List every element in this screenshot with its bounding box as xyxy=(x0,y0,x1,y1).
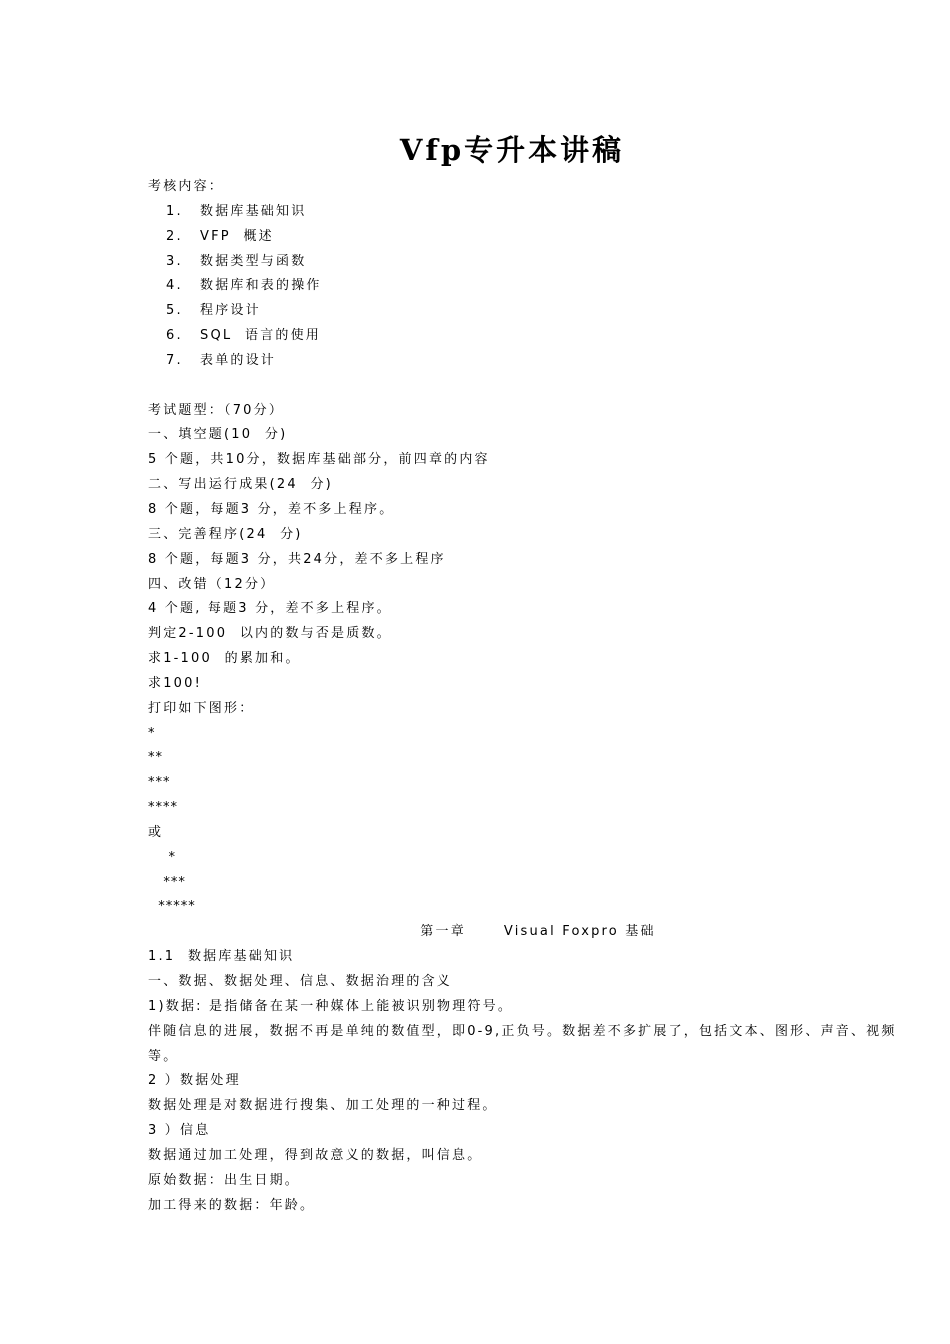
paragraph: 伴随信息的进展，数据不再是单纯的数值型，即0-9,正负号。数据差不多扩展了，包括文本、图形、声音、视频等。 xyxy=(148,1023,897,1064)
exam-line: 判定2-100 以内的数与否是质数。 xyxy=(148,626,392,642)
exam-line: 考试题型：（70分） xyxy=(148,402,285,418)
exam-line: 5 个题，共10分，数据库基础部分，前四章的内容 xyxy=(148,452,490,468)
exam-line: 四、改错（12分） xyxy=(148,576,276,592)
exam-line: 8 个题，每题3 分，共24分，差不多上程序 xyxy=(148,551,446,567)
toc-item: 2. VFP 概述 xyxy=(166,228,274,244)
document-body xyxy=(148,175,908,1218)
pattern-line: * xyxy=(148,849,177,865)
section-content xyxy=(148,945,908,1218)
exam-line: 4 个题, 每题3 分，差不多上程序。 xyxy=(148,601,392,617)
exam-line: 打印如下图形： xyxy=(148,700,255,716)
section-line: 1.1 数据库基础知识 xyxy=(148,949,295,965)
section-line: 一、数据、数据处理、信息、数据治理的含义 xyxy=(148,974,453,989)
document-title: Vfp专升本讲稿 xyxy=(399,133,625,167)
toc-item: 1. 数据库基础知识 xyxy=(166,203,307,219)
toc-item: 7. 表单的设计 xyxy=(166,352,277,368)
exam-line: 求100! xyxy=(148,675,203,691)
toc-item: 3. 数据类型与函数 xyxy=(166,253,307,269)
toc-list xyxy=(148,200,908,374)
pattern-line: ** xyxy=(148,750,163,766)
section-line: 加工得来的数据：年龄。 xyxy=(148,1197,316,1213)
chapter-title: 第一章 Visual Foxpro 基础 xyxy=(420,924,656,940)
toc-item: 6. SQL 语言的使用 xyxy=(166,328,321,344)
spacer xyxy=(148,374,908,399)
toc-item: 5. 程序设计 xyxy=(166,303,261,319)
section-line: 2 ）数据处理 xyxy=(148,1073,241,1089)
exam-line: 8 个题，每题3 分，差不多上程序。 xyxy=(148,501,395,517)
exam-line: 求1-100 的累加和。 xyxy=(148,651,301,667)
section-line: 数据处理是对数据进行搜集、加工处理的一种过程。 xyxy=(148,1098,498,1114)
pattern-line: *** xyxy=(148,775,171,791)
section-line: 3 ）信息 xyxy=(148,1123,211,1139)
section-line: 原始数据：出生日期。 xyxy=(148,1172,301,1188)
pattern-a xyxy=(148,722,908,821)
exam-line: 三、完善程序(24 分) xyxy=(148,526,303,542)
exam-line: 一、填空题(10 分) xyxy=(148,427,288,443)
exam-content-heading: 考核内容： xyxy=(148,179,225,194)
toc-item: 4. 数据库和表的操作 xyxy=(166,278,322,294)
pattern-b xyxy=(148,846,908,921)
pattern-line: *** xyxy=(148,874,186,890)
pattern-line: ***** xyxy=(148,899,196,915)
exam-types xyxy=(148,399,908,722)
section-line: 数据通过加工处理，得到故意义的数据，叫信息。 xyxy=(148,1147,483,1163)
exam-line: 二、写出运行成果(24 分) xyxy=(148,477,333,493)
or-label: 或 xyxy=(148,824,164,840)
section-line: 1)数据: 是指储备在某一种媒体上能被识别物理符号。 xyxy=(148,998,514,1014)
pattern-line: * xyxy=(148,725,156,741)
pattern-line: **** xyxy=(148,800,178,816)
